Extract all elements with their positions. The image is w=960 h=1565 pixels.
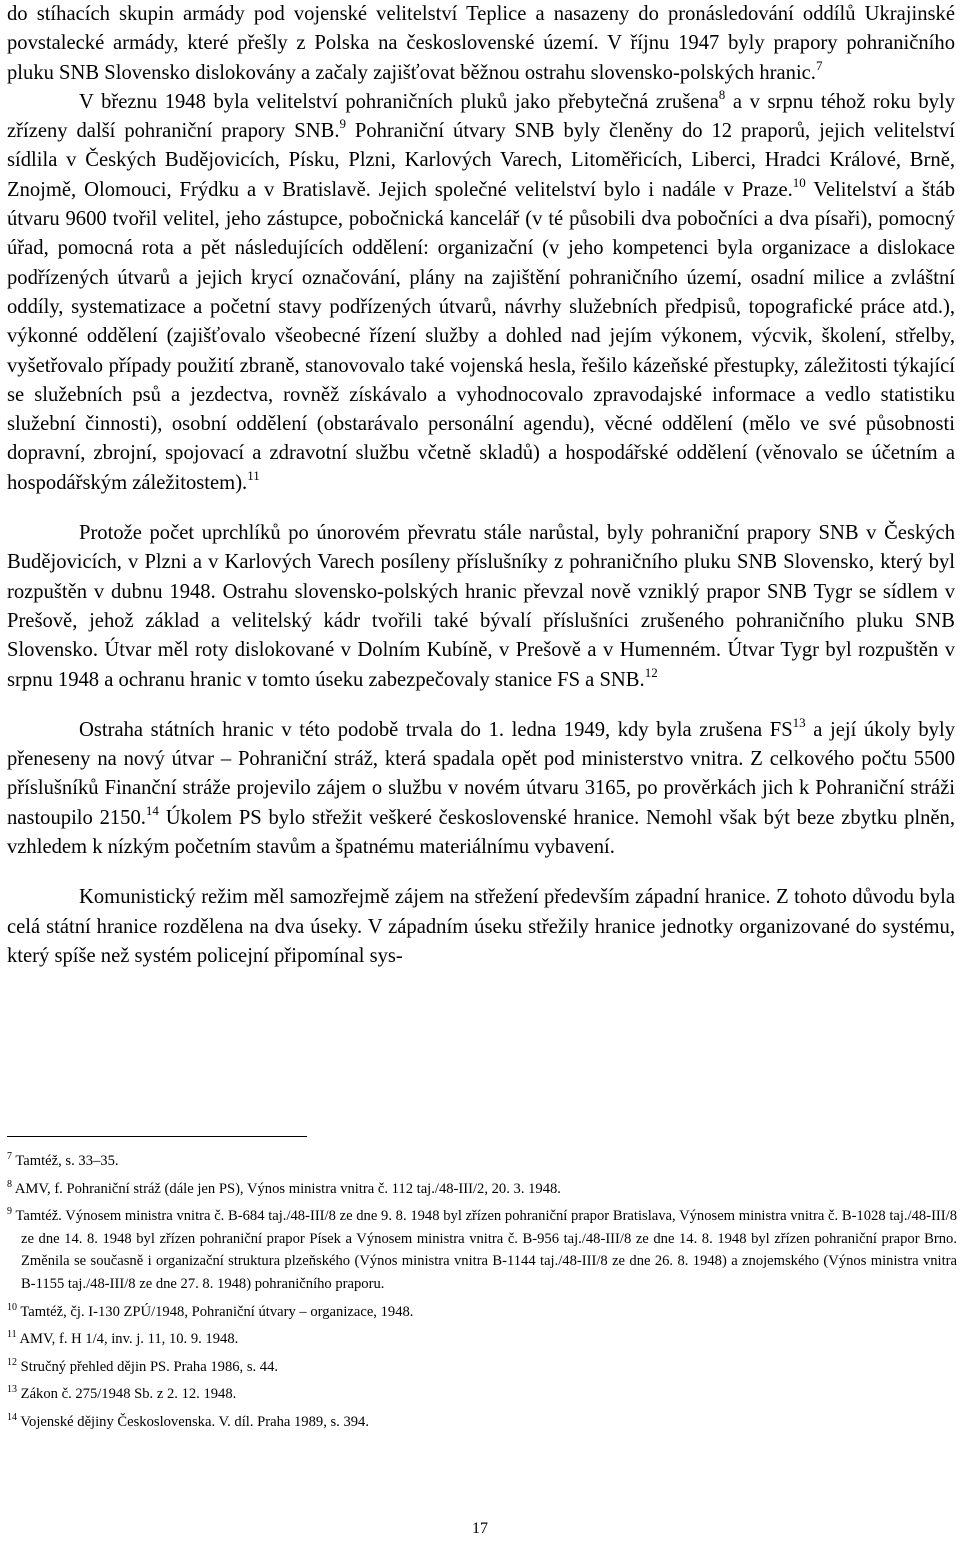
footnote-text: Tamtéž. Výnosem ministra vnitra č. B-684 taj./48-III/8 ze dne 9. 8. 1948 byl zřízen pohraniční prapor Bratislava, Výnosem ministra vnitra č. B-1028 taj./48-III/8 ze dne 14. 8. 1948 byl zřízen pohraniční prapor Písek a Výnosem ministra vnitra č. B-956 taj./48-III/8 ze dne 14. 8. 1948 byl zřízen pohraniční prapor Brno. Změnila se současně i organizační struktura plzeňského (Výnos ministra vnitra B-1144 taj./48-III/8 ze dne 26. 8. 1948) a znojemského (Výnos ministra vnitra B-1155 taj./48-III/8 ze dne 27. 8. 1948) pohraničního praporu. <box>15 1208 957 1292</box>
paragraph-text: Komunistický režim měl samozřejmě zájem na střežení především západní hranice. Z tohoto důvodu byla celá státní hranice rozdělena na dva úseky. V západním úseku střežily hranice jednotky organizované do systému, který spíše než systém policejní připomínal sys- <box>7 886 955 967</box>
paragraph-text: a v srpnu téhož roku byly zřízeny další pohraniční prapory SNB. <box>7 90 955 143</box>
footnote-ref: 8 <box>718 86 726 102</box>
footnote-separator <box>7 1136 307 1137</box>
footnote-ref: 12 <box>644 664 658 680</box>
paragraph <box>7 88 955 498</box>
footnote <box>7 1205 957 1295</box>
footnotes <box>7 1150 957 1439</box>
footnote <box>7 1356 957 1379</box>
footnote <box>7 1411 957 1434</box>
paragraph <box>7 519 955 695</box>
paragraph-text: Protože počet uprchlíků po únorovém převratu stále narůstal, byly pohraniční prapory SNB v Českých Budějovicích, v Plzni a v Karlových Varech posíleny příslušníky z pohraničního pluku SNB Slovensko, který byl rozpuštěn v dubnu 1948. Ostrahu slovensko-polských hranic převzal nově vzniklý prapor SNB Tygr se sídlem v Prešově, jehož základ a velitelský kádr tvořili také bývalí příslušníci zrušeného pohraničního pluku SNB Slovensko. Útvar měl roty dislokované v Dolním Kubíně, v Prešově a v Humenném. Útvar Tygr byl rozpuštěn v srpnu 1948 a ochranu hranic v tomto úseku zabezpečovaly stanice FS a SNB. <box>7 522 955 691</box>
footnote-number: 7 <box>7 1151 12 1162</box>
footnote <box>7 1383 957 1406</box>
footnote-text: Tamtéž, s. 33–35. <box>15 1153 119 1169</box>
footnote-ref: 13 <box>792 714 806 730</box>
page-body <box>7 0 955 971</box>
footnote-number: 8 <box>7 1178 12 1190</box>
paragraph-gap <box>7 498 955 519</box>
footnote-ref: 7 <box>815 57 823 73</box>
paragraph <box>7 883 955 971</box>
paragraph-text: Velitelství a štáb útvaru 9600 tvořil velitel, jeho zástupce, pobočnická kancelář (v té působili dva pobočníci a dva písaři), pomocný úřad, pomocná rota a pět následujících oddělení: organizační (v jeho kompetenci byla organizace a dislokace podřízených útvarů a jejich krycí označování, plány na zajištění pohraničního území, osadní milice a zvláštní oddíly, systematizace a početní stavy podřízených útvarů, návrhy služebních předpisů, topografické práce atd.), výkonné oddělení (zajišťovalo všeobecné řízení služby a dohled nad jejím výkonem, výcvik, školení, střelby, vyšetřovalo případy použití zbraně, stanovovalo také vojenská hesla, řešilo kázeňské přestupky, záležitosti týkající se služebních psů a jezdectva, rovněž získávalo a vyhodnocovalo zpravodajské informace a vedlo statistiku služební činnosti), osobní oddělení (obstarávalo personální agendu), věcné oddělení (mělo ve své působnosti dopravní, zbrojní, spojovací a zdravotní službu včetně skladů) a hospodářské oddělení (věnovalo se účetním a hospodářským záležitostem). <box>7 178 955 494</box>
paragraph-gap <box>7 695 955 716</box>
page-number: 17 <box>472 1520 488 1537</box>
paragraph-text: V březnu 1948 byla velitelství pohraničních pluků jako přebytečná zrušena <box>79 90 719 113</box>
paragraph-text: Úkolem PS bylo střežit veškeré československé hranice. Nemohl však být beze zbytku plněn, vzhledem k nízkým početním stavům a špatnému materiálnímu vybavení. <box>7 806 955 859</box>
footnote-ref: 14 <box>145 802 159 818</box>
footnote <box>7 1328 957 1351</box>
footnote-number: 12 <box>7 1356 17 1368</box>
footnote-text: Vojenské dějiny Československa. V. díl. Praha 1989, s. 394. <box>20 1413 370 1430</box>
paragraph-text: do stíhacích skupin armády pod vojenské velitelství Teplice a nasazeny do pronásledování oddílů Ukrajinské povstalecké armády, které přešly z Polska na československé území. V říjnu 1947 byly prapory pohraničního pluku SNB Slovensko dislokovány a začaly zajišťovat běžnou ostrahu slovensko-polských hranic. <box>7 3 955 84</box>
paragraph <box>7 0 955 88</box>
footnote-text: Zákon č. 275/1948 Sb. z 2. 12. 1948. <box>20 1386 237 1403</box>
footnote-number: 9 <box>7 1206 12 1218</box>
footnote-ref: 10 <box>792 174 806 190</box>
footnote-text: Stručný přehled dějin PS. Praha 1986, s. 44. <box>20 1358 279 1375</box>
footnote <box>7 1150 957 1173</box>
footnote-number: 14 <box>7 1411 17 1423</box>
paragraph-text: a její úkoly byly přeneseny na nový útvar – Pohraniční stráž, která spadala opět pod ministerstvo vnitra. Z celkového počtu 5500 příslušníků Finanční stráže projevilo zájem o službu v novém útvaru 3165, po prověrkách jich k Pohraniční stráži nastoupilo 2150. <box>7 718 955 829</box>
paragraph <box>7 716 955 862</box>
main-text <box>7 0 955 971</box>
footnote-number: 10 <box>7 1301 17 1313</box>
footnote-text: Tamtéž, čj. I-130 ZPÚ/1948, Pohraniční útvary – organizace, 1948. <box>20 1303 414 1320</box>
paragraph-text: Ostraha státních hranic v této podobě trvala do 1. ledna 1949, kdy byla zrušena FS <box>79 718 793 741</box>
footnote-ref: 11 <box>247 467 260 483</box>
paragraph-gap <box>7 862 955 883</box>
footnote-number: 13 <box>7 1384 17 1396</box>
footnote <box>7 1301 957 1324</box>
footnote-ref: 9 <box>339 116 346 132</box>
footnote-number: 11 <box>7 1329 17 1341</box>
paragraph-text: Pohraniční útvary SNB byly členěny do 12 praporů, jejich velitelství sídlila v Českých Budějovicích, Písku, Plzni, Karlových Varech, Litoměřicích, Liberci, Hradci Králové, Brně, Znojmě, Olomouci, Frýdku a v Bratislavě. Jejich společné velitelství bylo i nadále v Praze. <box>7 120 955 201</box>
footnote <box>7 1178 957 1201</box>
footnote-text: AMV, f. H 1/4, inv. j. 11, 10. 9. 1948. <box>19 1331 239 1348</box>
footnote-text: AMV, f. Pohraniční stráž (dále jen PS), Výnos ministra vnitra č. 112 taj./48-III/2, 20. 3. 1948. <box>14 1180 561 1197</box>
